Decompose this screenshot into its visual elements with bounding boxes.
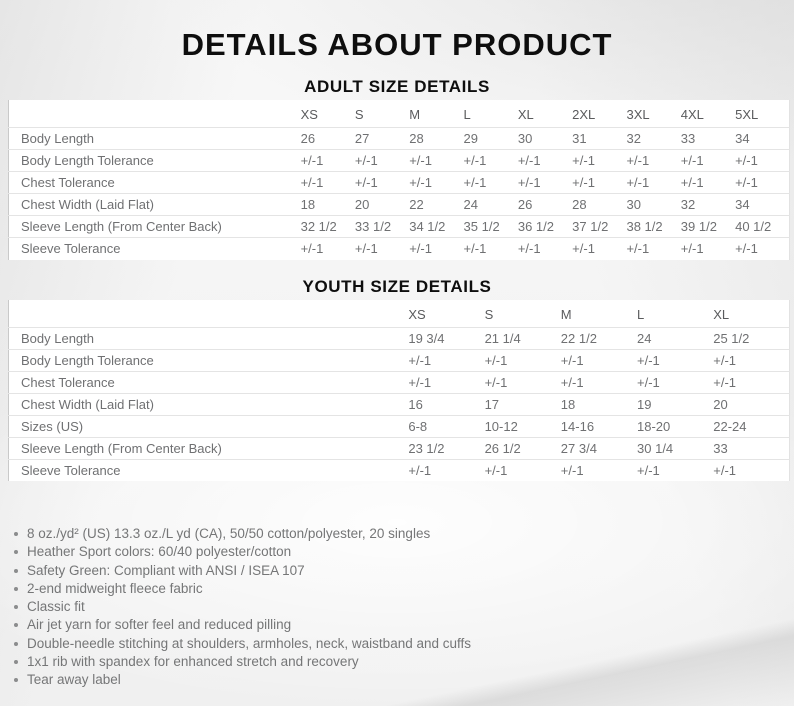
list-item-text: 2-end midweight fleece fabric: [27, 580, 203, 596]
list-item: [14, 598, 794, 616]
cell-value: +/-1: [637, 352, 660, 368]
row-label: Sleeve Length (From Center Back): [21, 219, 222, 234]
cell-value: 22: [409, 197, 424, 212]
cell-value: +/-1: [626, 241, 650, 257]
cell-value: +/-1: [735, 153, 758, 168]
table-row: [9, 437, 790, 459]
cell-value: +/-1: [517, 241, 541, 257]
table-row: [9, 216, 790, 238]
list-item: [14, 616, 794, 634]
cell-value: 18-20: [637, 418, 671, 434]
cell-value: +/-1: [300, 175, 324, 190]
cell-value: +/-1: [300, 241, 324, 257]
cell-value: +/-1: [637, 462, 660, 478]
cell-value: +/-1: [463, 153, 487, 168]
youth-size-table: [8, 300, 790, 482]
bullet-dot-icon: [14, 550, 18, 554]
cell-value: +/-1: [560, 374, 584, 390]
cell-value: 37 1/2: [572, 219, 609, 234]
column-header-s: S: [484, 306, 494, 322]
cell-value: 34: [735, 131, 750, 146]
cell-value: +/-1: [626, 175, 650, 190]
list-item-text: 1x1 rib with spandex for enhanced stretch and recovery: [27, 654, 359, 670]
cell-value: +/-1: [463, 175, 487, 190]
list-item: [14, 525, 794, 543]
table-row: [9, 371, 790, 393]
column-header-xs: XS: [408, 306, 426, 322]
cell-value: 10-12: [484, 418, 518, 434]
cell-value: +/-1: [408, 374, 432, 390]
adult-size-table: [8, 100, 790, 260]
cell-value: 25 1/2: [713, 330, 750, 346]
list-item-text: Air jet yarn for softer feel and reduced pilling: [27, 617, 292, 633]
cell-value: 27: [354, 131, 370, 146]
header-row: [9, 100, 790, 128]
cell-value: 20: [354, 197, 370, 212]
row-label: Chest Tolerance: [21, 175, 115, 190]
cell-value: +/-1: [408, 462, 432, 478]
cell-value: 24: [463, 197, 478, 212]
cell-value: +/-1: [637, 374, 660, 390]
list-item: [14, 543, 794, 561]
cell-value: 39 1/2: [680, 219, 717, 234]
cell-value: 28: [572, 197, 587, 212]
table-row: [9, 415, 790, 437]
cell-value: 30 1/4: [637, 440, 674, 456]
cell-value: 17: [484, 396, 500, 412]
column-header-5xl: 5XL: [735, 107, 759, 122]
bullet-dot-icon: [14, 587, 18, 591]
cell-value: 34 1/2: [409, 219, 446, 234]
cell-value: 38 1/2: [626, 219, 663, 234]
cell-value: +/-1: [484, 374, 508, 390]
table-row: [9, 349, 790, 371]
cell-value: +/-1: [354, 241, 378, 257]
cell-value: 21 1/4: [484, 330, 521, 346]
row-label: Sleeve Length (From Center Back): [21, 440, 222, 456]
bullet-dot-icon: [14, 642, 18, 646]
cell-value: 19: [637, 396, 652, 412]
bullet-dot-icon: [14, 623, 18, 627]
bullet-dot-icon: [14, 605, 18, 609]
column-header-l: L: [463, 107, 471, 122]
table-row: [9, 150, 790, 172]
cell-value: +/-1: [517, 175, 541, 190]
cell-value: +/-1: [409, 241, 432, 257]
cell-value: 33: [680, 131, 696, 146]
cell-value: +/-1: [484, 352, 508, 368]
cell-value: +/-1: [408, 352, 432, 368]
cell-value: 18: [560, 396, 576, 412]
list-item-text: Double-needle stitching at shoulders, armholes, neck, waistband and cuffs: [27, 635, 472, 651]
cell-value: 26: [300, 131, 316, 146]
cell-value: 19 3/4: [408, 330, 445, 346]
list-item-text: Safety Green: Compliant with ANSI / ISEA 107: [27, 562, 305, 578]
cell-value: +/-1: [354, 175, 378, 190]
cell-value: +/-1: [354, 153, 378, 168]
cell-value: +/-1: [735, 241, 758, 257]
cell-value: +/-1: [680, 153, 704, 168]
cell-value: +/-1: [572, 241, 595, 257]
cell-value: +/-1: [560, 462, 584, 478]
column-header-s: S: [354, 107, 364, 122]
row-label: Chest Width (Laid Flat): [21, 396, 154, 412]
cell-value: 16: [408, 396, 423, 412]
list-item: [14, 671, 794, 689]
row-label: Body Length: [21, 131, 95, 146]
cell-value: +/-1: [680, 241, 704, 257]
cell-value: +/-1: [735, 175, 758, 190]
column-header-4xl: 4XL: [680, 107, 704, 122]
cell-value: 30: [517, 131, 533, 146]
row-label: Body Length Tolerance: [21, 153, 154, 168]
cell-value: +/-1: [409, 153, 432, 168]
cell-value: 26 1/2: [484, 440, 521, 456]
list-item: [14, 653, 794, 671]
cell-value: 23 1/2: [408, 440, 445, 456]
cell-value: 30: [626, 197, 641, 212]
cell-value: +/-1: [409, 175, 432, 190]
bullet-dot-icon: [14, 660, 18, 664]
cell-value: 14-16: [560, 418, 595, 434]
cell-value: +/-1: [680, 175, 704, 190]
row-label: Sleeve Tolerance: [21, 241, 121, 257]
corner-cell: [9, 300, 409, 328]
cell-value: +/-1: [300, 153, 324, 168]
cell-value: 32: [626, 131, 641, 146]
row-label: Sizes (US): [21, 418, 84, 434]
youth-size-section: [0, 277, 794, 482]
list-item-text: Classic fit: [27, 599, 85, 615]
cell-value: 22 1/2: [560, 330, 597, 346]
table-row: [9, 172, 790, 194]
cell-value: +/-1: [572, 175, 595, 190]
table-row: [9, 194, 790, 216]
cell-value: +/-1: [626, 153, 650, 168]
cell-value: +/-1: [713, 374, 736, 390]
bullet-dot-icon: [14, 569, 18, 573]
table-row: [9, 238, 790, 260]
row-label: Chest Tolerance: [21, 374, 115, 390]
cell-value: 36 1/2: [517, 219, 554, 234]
adult-section-heading: ADULT SIZE DETAILS: [304, 77, 490, 96]
list-item-text: Heather Sport colors: 60/40 polyester/cotton: [27, 544, 292, 560]
header-row: [9, 300, 790, 328]
cell-value: 26: [517, 197, 533, 212]
row-label: Body Length Tolerance: [21, 352, 154, 368]
cell-value: 32: [680, 197, 696, 212]
column-header-xl: XL: [713, 306, 730, 322]
cell-value: 22-24: [713, 418, 747, 434]
cell-value: 40 1/2: [735, 219, 772, 234]
list-item: [14, 580, 794, 598]
column-header-xs: XS: [300, 107, 318, 122]
cell-value: 18: [300, 197, 316, 212]
cell-value: +/-1: [572, 153, 595, 168]
adult-size-section: [0, 77, 794, 260]
row-label: Sleeve Tolerance: [21, 462, 121, 478]
cell-value: +/-1: [713, 352, 736, 368]
cell-value: 33 1/2: [354, 219, 392, 234]
column-header-xl: XL: [517, 107, 534, 122]
row-label: Body Length: [21, 330, 95, 346]
cell-value: +/-1: [463, 241, 487, 257]
corner-cell: [9, 100, 301, 128]
page-title: DETAILS ABOUT PRODUCT: [181, 27, 613, 62]
cell-value: 29: [463, 131, 478, 146]
cell-value: +/-1: [484, 462, 508, 478]
cell-value: +/-1: [560, 352, 584, 368]
column-header-m: M: [560, 306, 572, 322]
cell-value: 31: [572, 131, 587, 146]
cell-value: 33: [713, 440, 728, 456]
list-item-text: Tear away label: [27, 672, 121, 688]
cell-value: 34: [735, 197, 750, 212]
table-row: [9, 393, 790, 415]
cell-value: 20: [713, 396, 728, 412]
cell-value: +/-1: [713, 462, 736, 478]
bullet-dot-icon: [14, 678, 18, 682]
column-header-m: M: [409, 107, 421, 122]
youth-section-heading: YOUTH SIZE DETAILS: [302, 276, 492, 296]
bullet-dot-icon: [14, 532, 18, 536]
product-features-list: [14, 525, 794, 690]
list-item-text: 8 oz./yd² (US) 13.3 oz./L yd (CA), 50/50 cotton/polyester, 20 singles: [27, 526, 431, 541]
column-header-2xl: 2XL: [572, 107, 596, 122]
row-label: Chest Width (Laid Flat): [21, 197, 154, 212]
cell-value: 6-8: [408, 418, 428, 434]
cell-value: 32 1/2: [300, 219, 337, 234]
column-header-3xl: 3XL: [626, 107, 650, 122]
cell-value: 27 3/4: [560, 440, 597, 456]
cell-value: +/-1: [517, 153, 541, 168]
list-item: [14, 562, 794, 580]
cell-value: 24: [637, 330, 652, 346]
cell-value: 28: [409, 131, 424, 146]
table-row: [9, 128, 790, 150]
cell-value: 35 1/2: [463, 219, 500, 234]
list-item: [14, 635, 794, 653]
table-row: [9, 459, 790, 481]
table-row: [9, 327, 790, 349]
column-header-l: L: [637, 306, 645, 322]
